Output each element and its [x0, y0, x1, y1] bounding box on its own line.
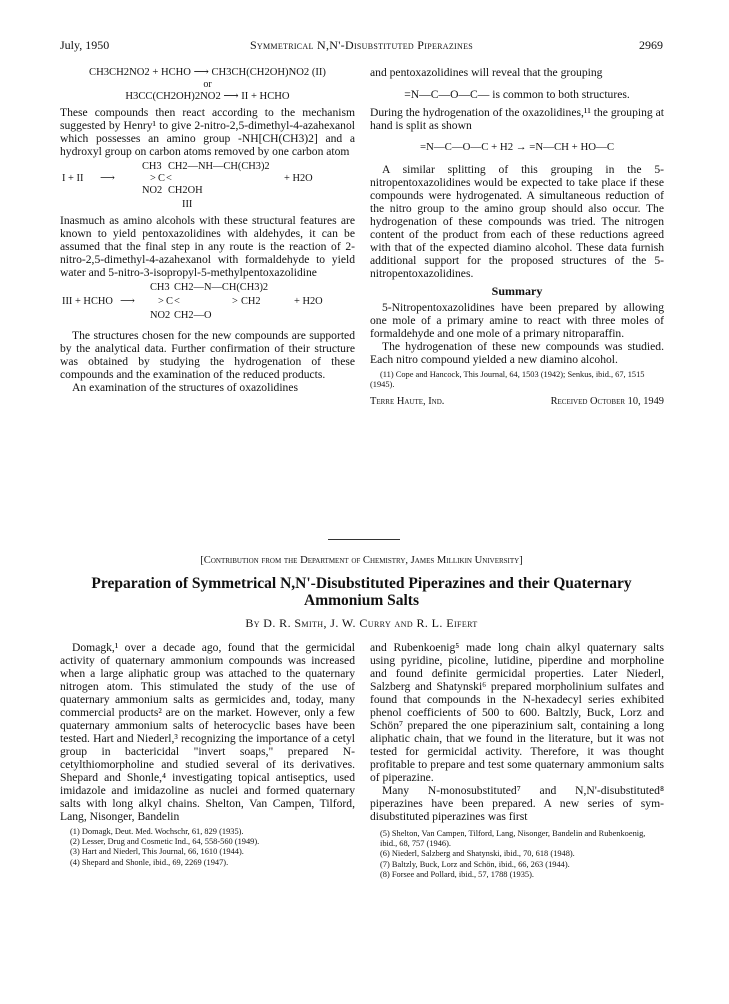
struct-bond-right: <: [174, 296, 180, 307]
struct-carbon: C: [166, 296, 173, 307]
split-equation: =N—C—O—C + H2 → =N—CH + HO—C: [419, 141, 615, 153]
eq1-left: CH3CH2NO2 + HCHO: [89, 67, 191, 78]
structure-pentoxazolidine: [60, 279, 355, 329]
article-title-line2: Ammonium Salts: [304, 592, 419, 609]
struct-ring-bond: >: [232, 296, 238, 307]
contribution-line: [Contribution from the Department of Chemistry, James Millikin University]: [200, 555, 523, 566]
footnote: (3) Hart and Niederl, This Journal, 66, 1610 (1944).: [70, 847, 244, 857]
struct-reactants: III + HCHO: [62, 296, 113, 307]
paragraph: and Rubenkoenig⁵ made long chain alkyl quaternary salts using pyridine, picoline, lutidine, piperdine and morpholine and found definite germicidal properties. Later Niederl, Salzberg and Shatynski⁶ prepared morpholinium sulfates and found that compounds in the N-hexadecyl series exhibited phenol coefficients of 500 to 600. Baltzly, Buck, Lorz and Schön⁷ prepared the one piperazinium salt, containing a long aliphatic chain, that we found in the literature, but it was not tested for germicidal activity. Therefore, it was thought profitable to prepare and test some quaternary ammonium salts of piperazine.: [370, 641, 664, 784]
eq2-left: H3CC(CH2OH)2NO2: [125, 91, 221, 102]
place: Terre Haute, Ind.: [370, 396, 445, 408]
struct-no2: NO2: [142, 185, 163, 196]
equation-or: or: [203, 79, 212, 90]
struct-water: + H2O: [294, 296, 323, 307]
struct-label: III: [182, 199, 193, 210]
equation-2: [60, 90, 355, 103]
footnotes-right: [370, 829, 664, 880]
section-divider: [328, 539, 400, 540]
paragraph: A similar splitting of this grouping in the 5-nitropentoxazolidines would be expected to take place if these compounds were hydrogenated. A simultaneous reduction of the nitro group to the amino group should also occur. The hydrogenation of these compounds was tried. The nitrogen content of the product from each of these reductions agreed with that of the expected diamino alcohol. These data furnish additional support for the proposed structures of the 5-nitropentoxazolidines.: [370, 163, 664, 280]
struct-ch3: CH3: [150, 282, 170, 293]
received-line: [370, 395, 664, 409]
footnote: (7) Baltzly, Buck, Lorz and Schön, ibid., 66, 263 (1944).: [380, 859, 570, 869]
footnote: (4) Shepard and Shonle, ibid., 69, 2269 (1947).: [70, 857, 229, 867]
received-date: Received October 10, 1949: [550, 396, 664, 408]
summary-paragraph: 5-Nitropentoxazolidines have been prepared by allowing one mole of a primary amine to react with three moles of formaldehyde and one mole of a primary nitroparaffin.: [370, 301, 664, 340]
paragraph: An examination of the structures of oxazolidines: [72, 381, 299, 394]
paragraph: The structures chosen for the new compounds are supported by the analytical data. Further confirmation of their structure was obtained by studying the hydrogenation of these compounds and the examination of the reduced products.: [60, 329, 355, 381]
summary-heading: Summary: [491, 284, 543, 298]
struct-chain: CH2—NH—CH(CH3)2: [168, 161, 270, 172]
footnote-11: (11) Cope and Hancock, This Journal, 64, 1503 (1942); Senkus, ibid., 67, 1515 (1945).: [370, 370, 645, 390]
struct-carbon: C: [158, 173, 165, 184]
struct-ch2oh: CH2OH: [168, 185, 203, 196]
paragraph: Many N-monosubstituted⁷ and N,N'-disubstituted⁸ piperazines have been prepared. A new series of sym-disubstituted piperazines was first: [370, 784, 664, 823]
equation-1: [60, 66, 355, 79]
footnote: (5) Shelton, Van Campen, Tilford, Lang, Nisonger, Bandelin and Rubenkoenig, ibid., 68, 757 (1946).: [380, 829, 646, 849]
bottom-right-column: [370, 641, 664, 880]
reaction-arrow-icon: ⟶: [100, 173, 115, 184]
eq1-right: CH3CH(CH2OH)NO2 (II): [211, 67, 326, 78]
article-title: [60, 575, 663, 609]
reaction-arrow-icon: ⟶: [120, 296, 135, 307]
struct-bond-left: >: [150, 173, 156, 184]
struct-ch2-n: CH2—N—CH(CH3)2: [174, 282, 269, 293]
running-header: [60, 38, 663, 54]
footnote: (1) Domagk, Deut. Med. Wochschr, 61, 829 (1935).: [70, 827, 244, 836]
paragraph: These compounds then react according to the mechanism suggested by Henry¹ to give 2-nitro-2,5-dimethyl-4-azahexanol which possesses an amino group -NH[CH(CH3)2] and a hydroxyl group on carbon atoms removed by one carbon atom: [60, 106, 355, 158]
paragraph: and pentoxazolidines will reveal that the grouping: [370, 66, 603, 79]
struct-no2: NO2: [150, 310, 171, 321]
struct-bond-right: <: [166, 173, 172, 184]
struct-ch3: CH3: [142, 161, 162, 172]
footnote: (6) Niederl, Salzberg and Shatynski, ibid., 70, 618 (1948).: [380, 849, 575, 859]
bottom-left-column: [60, 641, 355, 868]
grouping-formula: =N—C—O—C— is common to both structures.: [404, 88, 630, 101]
footnotes-left: [60, 827, 355, 868]
reaction-arrow-icon: ⟶: [223, 91, 242, 102]
top-left-column: [60, 66, 355, 394]
reaction-arrow-icon: ⟶: [193, 67, 212, 78]
paragraph: During the hydrogenation of the oxazolidines,¹¹ the grouping at hand is split as shown: [370, 106, 664, 132]
header-page-number: 2969: [639, 38, 663, 52]
struct-bond-left: >: [158, 296, 164, 307]
struct-reactants: I + II: [62, 173, 84, 184]
struct-ch2-right: CH2: [241, 296, 261, 307]
structure-III: [60, 158, 355, 214]
struct-water: + H2O: [284, 173, 313, 184]
header-running-title: Symmetrical N,N'-Disubstituted Piperazines: [249, 38, 474, 52]
authors: By D. R. Smith, J. W. Curry and R. L. Eifert: [245, 616, 478, 630]
header-date: July, 1950: [60, 38, 110, 52]
footnote: (2) Lesser, Drug and Cosmetic Ind., 64, 558-560 (1949).: [70, 837, 260, 847]
struct-ch2-o: CH2—O: [174, 310, 212, 321]
article-title-line1: Preparation of Symmetrical N,N'-Disubstituted Piperazines and their Quaternary: [91, 575, 632, 592]
paragraph: Inasmuch as amino alcohols with these structural features are known to yield pentoxazolidines with aldehydes, it can be assumed that the final step in any route is the reaction of 2-nitro-2,5-dimethyl-4-azahexanol with formaldehyde to yield water and 5-nitro-3-isopropyl-5-methylpentoxazolidine: [60, 214, 355, 279]
paragraph: Domagk,¹ over a decade ago, found that the germicidal activity of quaternary ammonium compounds was increased when a large aliphatic group was attached to the quaternary nitrogen atom. This stimulated the study of the use of quaternary ammonium salts as germicides and, today, many commercial products² are on the market. However, only a few quaternary ammonium salts of heterocyclic bases have been tested. Hart and Niederl,³ recognizing the importance of a cetyl group in bactericidal "invert soaps," prepared N-cetylthiomorpholine and studied several of its derivatives. Shepard and Shonle,⁴ investigating topical antiseptics, used imidazole and imidazoline as nuclei and formed quaternary salts with long alkyl chains. Shelton, Van Campen, Tilford, Lang, Nisonger, Bandelin: [60, 641, 355, 823]
footnote: (8) Forsee and Pollard, ibid., 57, 1788 (1935).: [380, 869, 534, 879]
eq2-right: II + HCHO: [241, 91, 290, 102]
summary-paragraph: The hydrogenation of these new compounds was studied. Each nitro compound yielded a new diamino alcohol.: [370, 340, 664, 366]
top-right-column: [370, 66, 664, 409]
